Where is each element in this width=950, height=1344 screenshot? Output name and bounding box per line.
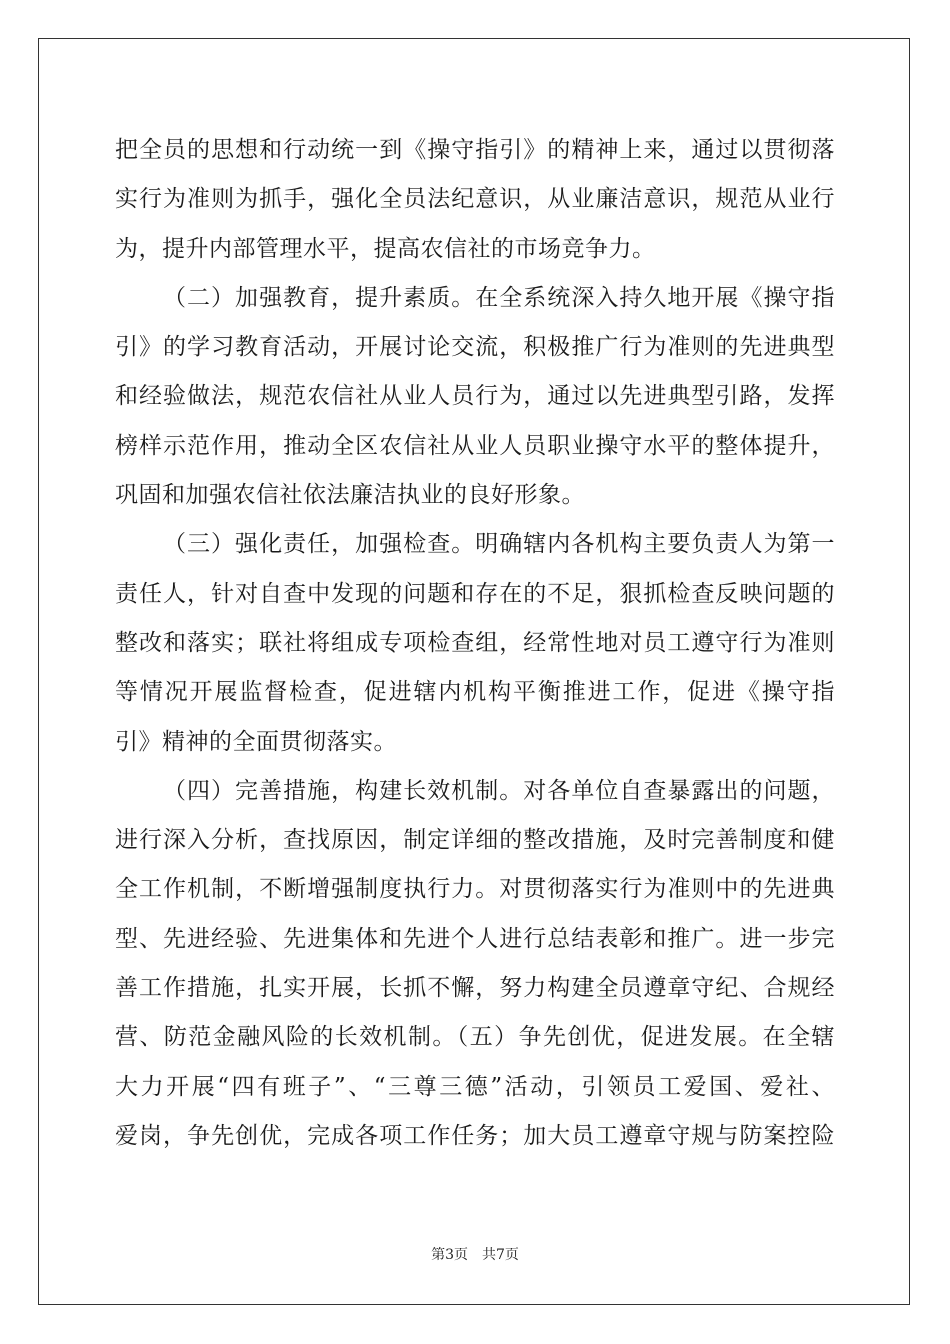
page-footer [0,1244,950,1264]
text-line: 引》精神的全面贯彻落实。 [115,728,397,755]
text-line: 引》的学习教育活动，开展讨论交流，积极推广行为准则的先进典型 [115,334,835,361]
text-line: 爱岗，争先创优，完成各项工作任务；加大员工遵章守规与防案控险 [115,1122,835,1149]
text-line: 全工作机制，不断增强制度执行力。对贯彻落实行为准则中的先进典 [115,876,835,903]
text-line: 巩固和加强农信社依法廉洁执业的良好形象。 [115,482,585,509]
text-line: （二）加强教育，提升素质。在全系统深入持久地开展《操守指 [163,284,835,311]
text-line: 型、先进经验、先进集体和先进个人进行总结表彰和推广。进一步完 [115,925,835,952]
total-pages: 共7页 [482,1247,519,1263]
text-line: 责任人，针对自查中发现的问题和存在的不足，狠抓检查反映问题的 [115,580,835,607]
text-line: 实行为准则为抓手，强化全员法纪意识，从业廉洁意识，规范从业行 [115,186,835,213]
current-page-number: 第3页 [431,1247,468,1263]
text-line: 进行深入分析，查找原因，制定详细的整改措施，及时完善制度和健 [115,827,835,854]
text-line: 榜样示范作用，推动全区农信社从业人员职业操守水平的整体提升， [115,432,835,459]
text-line: 和经验做法，规范农信社从业人员行为，通过以先进典型引路，发挥 [115,383,835,410]
text-line: （三）强化责任，加强检查。明确辖内各机构主要负责人为第一 [163,531,835,558]
text-line: 为，提升内部管理水平，提高农信社的市场竞争力。 [115,235,656,262]
text-line: 营、防范金融风险的长效机制。（五）争先创优，促进发展。在全辖 [115,1024,835,1051]
document-body [115,126,835,1161]
text-line: 把全员的思想和行动统一到《操守指引》的精神上来，通过以贯彻落 [115,137,835,163]
text-line: 善工作措施，扎实开展，长抓不懈，努力构建全员遵章守纪、合规经 [115,975,835,1002]
text-line: （四）完善措施，构建长效机制。对各单位自查暴露出的问题， [163,777,835,804]
text-line: 等情况开展监督检查，促进辖内机构平衡推进工作，促进《操守指 [115,679,835,706]
text-line: 大力开展“四有班子”、“三尊三德”活动，引领员工爱国、爱社、 [115,1073,835,1100]
text-line: 整改和落实；联社将组成专项检查组，经常性地对员工遵守行为准则 [115,629,835,656]
